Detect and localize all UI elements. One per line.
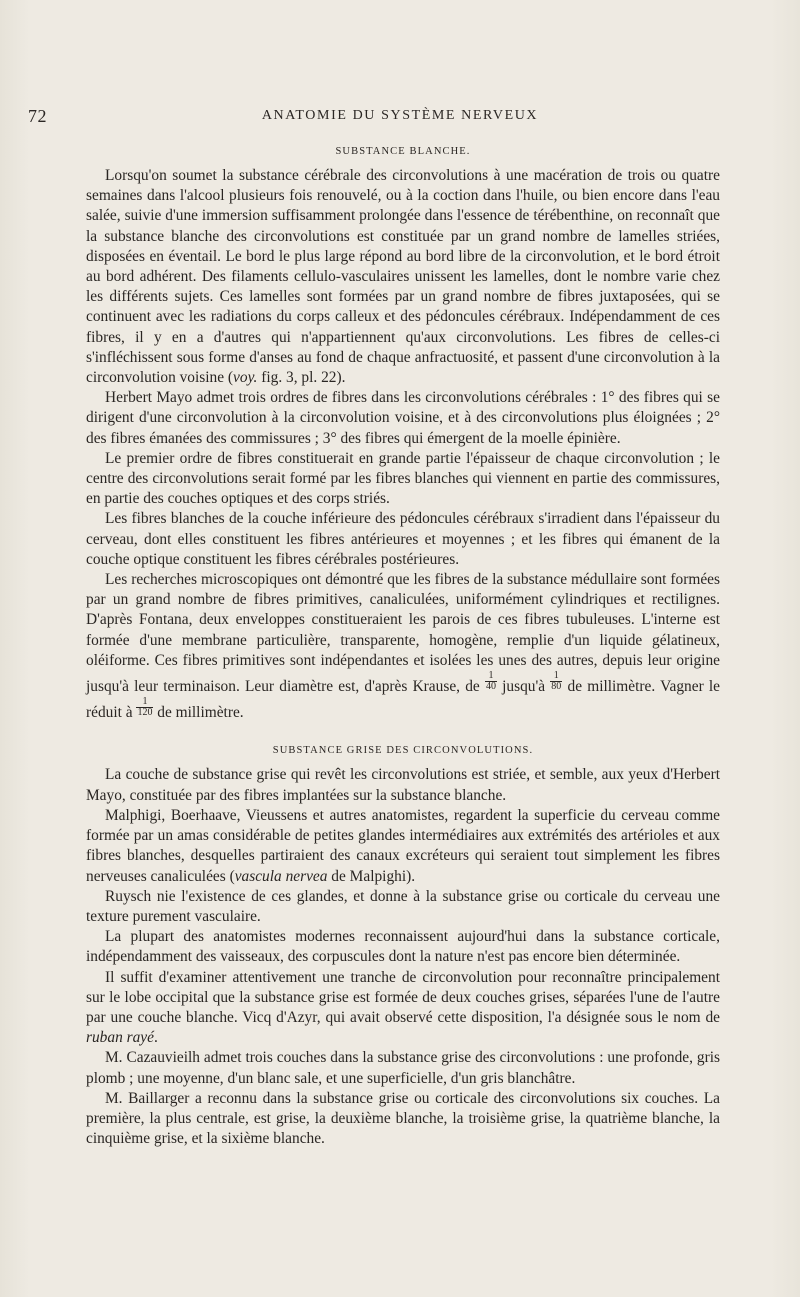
section-title-substance-grise: SUBSTANCE GRISE DES CIRCONVOLUTIONS. [272,745,534,757]
paragraph-text: fig. 3, pl. 22). [257,369,346,387]
paragraph-text: de millimètre. Vagner le réduit à [86,678,720,722]
paragraph-text: Il suffit d'examiner attentivement une tranche de circonvolution pour reconnaître principalement sur le lobe occipital que la substance grise est formée de deux couches grises, séparées l'une de l'autre par une couche blanche. Vicq d'Azyr, qui avait observé cette disposition, l'a désignée sous le nom de [86,968,720,1026]
section-title-substance-blanche: SUBSTANCE BLANCHE. [335,146,471,157]
fraction-numerator: 1 [550,671,562,682]
paragraph [86,570,720,723]
latin-term-italic: vascula nervea [234,867,328,885]
paragraph-text: de Malpighi). [327,867,416,885]
paragraph-text: de millimètre. [153,704,244,722]
fraction [485,671,497,692]
term-italic: ruban rayé [86,1029,154,1047]
fraction-numerator: 1 [136,697,153,708]
paragraph [86,968,720,1049]
paragraph: M. Cazauvieilh admet trois couches dans la substance grise des circonvolutions : une profonde, gris plomb ; une moyenne, d'un blanc sale, et une superficielle, d'un gris blanchâtre. [86,1049,720,1087]
paragraph: Herbert Mayo admet trois ordres de fibres dans les circonvolutions cérébrales : 1° des fibres qui se dirigent d'une circonvolution à la circonvolution voisine, et à des circonvolutions plus éloignées ; 2° des fibres émanées des commissures ; 3° des fibres qui émergent de la moelle épinière. [86,389,720,447]
paragraph [86,166,720,388]
fraction-denominator: 80 [551,681,562,693]
fraction-denominator: 40 [485,681,496,693]
paragraph: Ruysch nie l'existence de ces glandes, et donne à la substance grise ou corticale du cerveau une texture purement vasculaire. [86,887,720,925]
fraction-denominator: 120 [137,707,153,719]
page-number: 72 [28,106,47,126]
fraction-numerator: 1 [485,671,497,682]
running-head [0,106,800,130]
fraction [136,697,153,718]
page-body [86,146,720,1149]
paragraph-text: Malphigi, Boerhaave, Vieussens et autres anatomistes, regardent la superficie du cerveau comme formée par un amas considérable de petites glandes intermédiaires aux extrémités des artérioles et aux fibres blanches, desquelles partiraient des canaux excréteurs qui seraient tout simplement les fibres nerveuses canaliculées ( [86,806,720,885]
paragraph: La couche de substance grise qui revêt les circonvolutions est striée, et semble, aux yeux d'Herbert Mayo, constituée par des fibres implantées sur la substance blanche. [86,766,720,804]
paragraph: La plupart des anatomistes modernes reconnaissent aujourd'hui dans la substance corticale, indépendamment des vaisseaux, des corpuscules dont la nature n'est pas encore bien déterminée. [86,928,720,966]
paragraph [86,806,720,887]
reference-italic: voy. [233,369,258,387]
paragraph-text: jusqu'à [496,678,551,696]
paragraph-text: Lorsqu'on soumet la substance cérébrale des circonvolutions à une macération de trois ou quatre semaines dans l'alcool plusieurs fois renouvelé, ou à la coction dans l'huile, ou bien encore dans l'eau salée, suivie d'une immersion suffisamment prolongée dans l'essence de térébenthine, on reconnaît que la substance blanche des circonvolutions est constituée par un grand nombre de lamelles striées, disposées en éventail. Le bord le plus large répond au bord libre de la circonvolution, et le bord étroit au bord adhérent. Des filaments cellulo-vasculaires unissent les lamelles, dont le nombre varie chez les différents sujets. Ces lamelles sont formées par un grand nombre de fibres juxtaposées, qui se continuent avec les radiations du corps calleux et des pédoncules cérébraux. Indépendamment de ces fibres, il y en a d'autres qui n'appartiennent qu'aux circonvolutions. Les fibres de celles-ci s'infléchissent sous forme d'anses au fond de chaque anfractuosité, et passent d'une circonvolution à la circonvolution voisine ( [86,167,720,387]
paragraph-text: Les recherches microscopiques ont démontré que les fibres de la substance médullaire sont formées par un grand nombre de fibres primitives, canaliculées, uniformément cylindriques et rectilignes. D'après Fontana, deux enveloppes constitueraient les parois de ces fibres tubuleuses. L'interne est formée d'une membrane particulière, transparente, homogène, remplie d'un liquide gélatineux, oléiforme. Ces fibres primitives sont indépendantes et isolées les unes des autres, depuis leur origine jusqu'à leur terminaison. Leur diamètre est, d'après Krause, de [86,571,720,696]
paragraph-text: . [153,1029,158,1047]
paragraph: Les fibres blanches de la couche inférieure des pédoncules cérébraux s'irradient dans l'épaisseur du cerveau, dont elles constituent les fibres antérieures et moyennes ; et les fibres qui émanent de la couche optique constituent les fibres cérébrales postérieures. [86,510,720,568]
paragraph: M. Baillarger a reconnu dans la substance grise ou corticale des circonvolutions six couches. La première, la plus centrale, est grise, la deuxième blanche, la troisième grise, la quatrième blanche, la cinquième grise, et la sixième blanche. [86,1089,720,1148]
fraction [550,671,562,692]
paragraph: Le premier ordre de fibres constituerait en grande partie l'épaisseur de chaque circonvolution ; le centre des circonvolutions serait formé par les fibres blanches qui viennent en partie des commissures, en partie des couches optiques et des corps striés. [86,449,720,508]
running-title: ANATOMIE DU SYSTÈME NERVEUX [261,108,539,123]
